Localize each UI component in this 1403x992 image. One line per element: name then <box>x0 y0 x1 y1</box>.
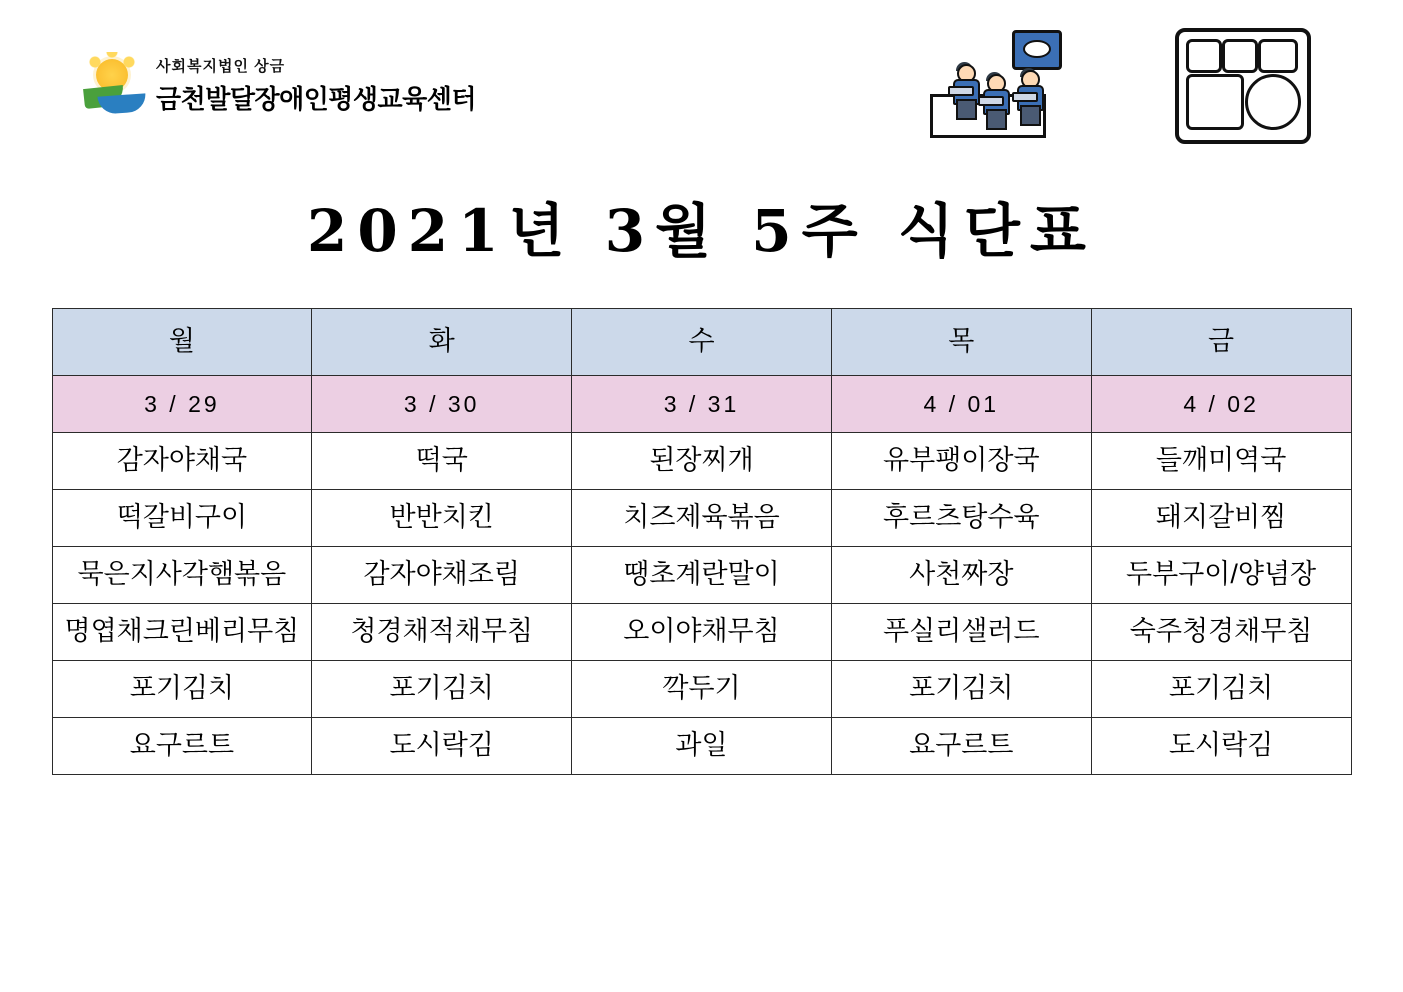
date-cell: 3 / 29 <box>52 376 312 433</box>
date-cell: 3 / 30 <box>312 376 572 433</box>
date-cell: 4 / 01 <box>831 376 1091 433</box>
menu-cell: 반반치킨 <box>312 490 572 547</box>
cafeteria-people-icon <box>930 30 1075 140</box>
menu-row <box>52 490 1351 547</box>
menu-cell: 포기김치 <box>831 661 1091 718</box>
day-header-wed: 수 <box>572 309 832 376</box>
menu-cell: 떡갈비구이 <box>52 490 312 547</box>
menu-table-container <box>52 308 1352 775</box>
day-header-mon: 월 <box>52 309 312 376</box>
menu-cell: 푸실리샐러드 <box>831 604 1091 661</box>
day-header-row <box>52 309 1351 376</box>
menu-cell: 사천짜장 <box>831 547 1091 604</box>
menu-row <box>52 604 1351 661</box>
menu-row <box>52 547 1351 604</box>
meal-tray-icon <box>1175 28 1311 144</box>
menu-cell: 포기김치 <box>52 661 312 718</box>
food-tray-shape <box>1012 92 1038 102</box>
menu-cell: 포기김치 <box>312 661 572 718</box>
menu-cell: 과일 <box>572 718 832 775</box>
menu-cell: 묵은지사각햄볶음 <box>52 547 312 604</box>
page-header <box>0 0 1403 160</box>
table-body <box>52 376 1351 775</box>
date-row <box>52 376 1351 433</box>
organization-branding <box>82 55 476 116</box>
menu-cell: 된장찌개 <box>572 433 832 490</box>
legs-shape <box>956 99 977 120</box>
menu-cell: 도시락김 <box>1091 718 1351 775</box>
organization-name: 금천발달장애인평생교육센터 <box>156 84 477 114</box>
menu-row <box>52 718 1351 775</box>
menu-cell: 요구르트 <box>52 718 312 775</box>
menu-cell: 유부팽이장국 <box>831 433 1091 490</box>
menu-cell: 감자야채조림 <box>312 547 572 604</box>
menu-cell: 포기김치 <box>1091 661 1351 718</box>
menu-cell: 땡초계란말이 <box>572 547 832 604</box>
date-cell: 4 / 02 <box>1091 376 1351 433</box>
organization-subtitle: 사회복지법인 상금 <box>156 58 286 75</box>
menu-cell: 감자야채국 <box>52 433 312 490</box>
menu-cell: 깍두기 <box>572 661 832 718</box>
legs-shape <box>986 109 1007 130</box>
menu-row <box>52 433 1351 490</box>
date-cell: 3 / 31 <box>572 376 832 433</box>
legs-shape <box>1020 105 1041 126</box>
day-header-thu: 목 <box>831 309 1091 376</box>
menu-cell: 떡국 <box>312 433 572 490</box>
tray-compartment <box>1222 39 1258 73</box>
day-header-fri: 금 <box>1091 309 1351 376</box>
organization-text <box>156 55 476 116</box>
menu-screen-icon <box>1012 30 1062 70</box>
menu-cell: 들깨미역국 <box>1091 433 1351 490</box>
menu-row <box>52 661 1351 718</box>
menu-cell: 명엽채크린베리무침 <box>52 604 312 661</box>
food-tray-shape <box>978 96 1004 106</box>
menu-cell: 요구르트 <box>831 718 1091 775</box>
blue-wave-shape <box>97 93 146 114</box>
day-header-tue: 화 <box>312 309 572 376</box>
menu-cell: 돼지갈비찜 <box>1091 490 1351 547</box>
weekly-menu-table <box>52 308 1352 775</box>
tray-soup-bowl <box>1245 74 1301 130</box>
menu-cell: 도시락김 <box>312 718 572 775</box>
page-title: 2021년 3월 5주 식단표 <box>307 197 1096 265</box>
plate-shape <box>1023 40 1051 58</box>
tray-compartment <box>1258 39 1298 73</box>
tray-compartment <box>1186 39 1222 73</box>
food-tray-shape <box>948 86 974 96</box>
menu-cell: 두부구이/양념장 <box>1091 547 1351 604</box>
sunrise-logo-icon <box>82 57 148 115</box>
table-header <box>52 309 1351 376</box>
menu-cell: 치즈제육볶음 <box>572 490 832 547</box>
menu-cell: 오이야채무침 <box>572 604 832 661</box>
menu-cell: 후르츠탕수육 <box>831 490 1091 547</box>
menu-cell: 청경채적채무침 <box>312 604 572 661</box>
menu-cell: 숙주청경채무침 <box>1091 604 1351 661</box>
tray-compartment <box>1186 74 1244 130</box>
